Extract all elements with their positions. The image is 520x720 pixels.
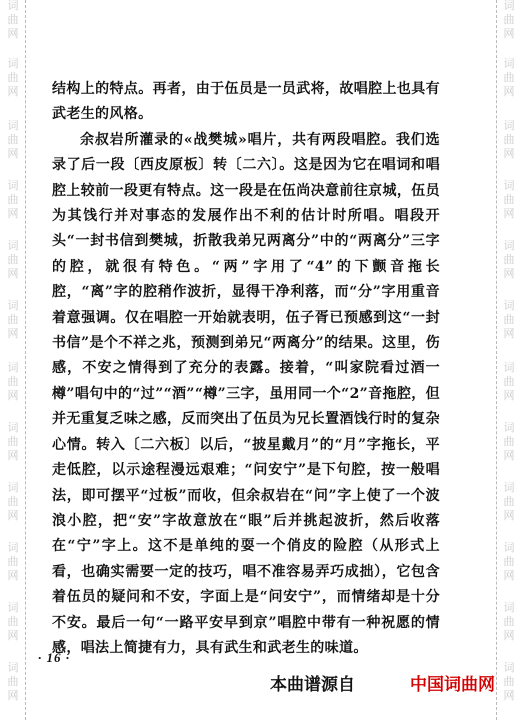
paragraph-continuation: 结构上的特点。再者，由于伍员是一员武将，故唱腔上也具有武老生的风格。 [52, 81, 440, 123]
watermark-char: 曲 [503, 495, 515, 508]
watermark-group [498, 120, 520, 160]
watermark-char: 曲 [503, 555, 515, 568]
watermark-group [2, 300, 24, 340]
watermark-char: 词 [7, 541, 19, 554]
watermark-char: 网 [7, 147, 19, 160]
watermark-char: 词 [7, 661, 19, 674]
watermark-char: 词 [503, 299, 515, 312]
watermark-char: 网 [503, 327, 515, 340]
watermark-char: 曲 [7, 675, 19, 688]
watermark-char: 词 [7, 481, 19, 494]
watermark-char: 曲 [7, 375, 19, 388]
watermark-char: 网 [503, 689, 515, 702]
watermark-char: 词 [7, 239, 19, 252]
watermark-char: 网 [503, 629, 515, 642]
watermark-char: 曲 [7, 13, 19, 26]
watermark-char: 曲 [7, 313, 19, 326]
source-label: 本曲谱源自 [270, 675, 355, 695]
watermark-group [498, 482, 520, 522]
watermark-char: 曲 [503, 375, 515, 388]
watermark-group [2, 422, 24, 462]
watermark-char: 曲 [503, 313, 515, 326]
watermark-char: 曲 [7, 555, 19, 568]
paragraph-main: 余叔岩所灌录的«战樊城»唱片，共有两段唱腔。我们选录了后一段〔西皮原板〕转〔二六〕。这是因为它在唱词和唱腔上较前一段更有特点。这一段是在伍尚决意前往京城，伍员为其饯行并对事态的发展作出不利的估计时所唱。唱段开头“一封书信到樊城，折散我弟兄两离分”中的“两离分”三字的腔，就很有特色。“两”字用了“4”的下颤音拖长腔，“离”字的腔稍作波折，显得干净利落，而“分”字用重音着意强调。仅在唱腔一开始就表明，伍子胥已预感到这“一封书信”是个不祥之兆，预测到弟兄“两离分”的结果。这里，伤感，不安之情得到了充分的表露。接着，“叫家院看过酒一樽”唱句中的“过”“酒”“樽”三字，虽用同一个“2”音拖腔，但并无重复乏味之感，反而突出了伍员为兄长置酒饯行时的复杂心情。转入〔二六板〕以后，“披星戴月”的“月”字拖长，平走低腔，以示途程漫远艰难；“问安宁”是下句腔，按一般唱法，即可摆平“过板”而收，但余叔岩在“问”字上使了一个波浪小腔，把“安”字故意放在“眼”后并挑起波折，然后收落在“宁”字上。这不是单纯的耍一个俏皮的险腔（从形式上看，也确实需要一定的技巧，唱不准容易弄巧成拙），它包含着伍员的疑问和不安，字面上是“问安宁”，而情绪却是十分不安。最后一句“一路平安早到京”唱腔中带有一种祝愿的情感，唱法上简捷有力，具有武生和武老生的味道。 [52, 131, 440, 656]
watermark-group [2, 542, 24, 582]
watermark-char: 曲 [7, 71, 19, 84]
right-watermark-column [498, 0, 520, 720]
watermark-char: 网 [7, 327, 19, 340]
watermark-char: 词 [7, 179, 19, 192]
watermark-char: 曲 [7, 253, 19, 266]
left-watermark-column [2, 0, 24, 720]
watermark-group [498, 240, 520, 280]
watermark-char: 曲 [7, 133, 19, 146]
watermark-char: 曲 [7, 435, 19, 448]
watermark-group [2, 240, 24, 280]
source-footer [270, 670, 495, 695]
watermark-group [2, 602, 24, 642]
watermark-char: 网 [503, 147, 515, 160]
watermark-group [498, 362, 520, 402]
watermark-group [2, 180, 24, 220]
watermark-group [2, 58, 24, 98]
watermark-group [498, 662, 520, 702]
watermark-char: 词 [503, 119, 515, 132]
watermark-char: 词 [503, 0, 515, 12]
watermark-group [498, 542, 520, 582]
watermark-char: 词 [7, 0, 19, 12]
watermark-char: 词 [503, 481, 515, 494]
watermark-char: 网 [7, 629, 19, 642]
watermark-char: 网 [7, 27, 19, 40]
watermark-char: 词 [503, 361, 515, 374]
watermark-char: 网 [7, 689, 19, 702]
watermark-char: 词 [7, 299, 19, 312]
watermark-char: 网 [7, 449, 19, 462]
watermark-char: 网 [503, 389, 515, 402]
watermark-char: 词 [503, 179, 515, 192]
watermark-char: 网 [7, 509, 19, 522]
watermark-char: 词 [503, 57, 515, 70]
watermark-char: 曲 [503, 615, 515, 628]
watermark-char: 曲 [7, 615, 19, 628]
watermark-char: 曲 [503, 13, 515, 26]
watermark-char: 网 [7, 85, 19, 98]
watermark-group [498, 58, 520, 98]
watermark-char: 词 [503, 541, 515, 554]
watermark-char: 网 [503, 267, 515, 280]
watermark-char: 曲 [503, 133, 515, 146]
page-number: · 16 · [38, 650, 70, 665]
watermark-char: 曲 [7, 495, 19, 508]
watermark-char: 网 [7, 569, 19, 582]
watermark-group [2, 662, 24, 702]
watermark-char: 曲 [503, 435, 515, 448]
watermark-char: 网 [503, 207, 515, 220]
watermark-group [498, 300, 520, 340]
page-body [52, 77, 440, 661]
watermark-char: 词 [7, 57, 19, 70]
watermark-char: 网 [7, 389, 19, 402]
watermark-group [2, 0, 24, 40]
watermark-char: 词 [7, 119, 19, 132]
watermark-group [2, 362, 24, 402]
watermark-char: 网 [503, 449, 515, 462]
watermark-char: 网 [503, 569, 515, 582]
watermark-char: 词 [503, 239, 515, 252]
watermark-char: 网 [503, 509, 515, 522]
watermark-group [498, 0, 520, 40]
watermark-char: 曲 [503, 253, 515, 266]
watermark-group [2, 482, 24, 522]
watermark-char: 词 [7, 601, 19, 614]
watermark-char: 词 [503, 421, 515, 434]
left-dashed-border [25, 0, 26, 720]
watermark-char: 词 [503, 661, 515, 674]
watermark-group [498, 602, 520, 642]
right-dashed-border [496, 0, 497, 720]
watermark-char: 曲 [503, 675, 515, 688]
watermark-char: 网 [7, 207, 19, 220]
watermark-group [498, 180, 520, 220]
watermark-char: 网 [7, 267, 19, 280]
watermark-group [498, 422, 520, 462]
watermark-char: 词 [503, 601, 515, 614]
watermark-char: 词 [7, 421, 19, 434]
watermark-char: 网 [503, 27, 515, 40]
watermark-char: 词 [7, 361, 19, 374]
watermark-char: 曲 [503, 193, 515, 206]
watermark-char: 曲 [503, 71, 515, 84]
site-name-link[interactable]: 中国词曲网 [410, 675, 495, 695]
watermark-char: 曲 [7, 193, 19, 206]
watermark-char: 网 [503, 85, 515, 98]
watermark-group [2, 120, 24, 160]
